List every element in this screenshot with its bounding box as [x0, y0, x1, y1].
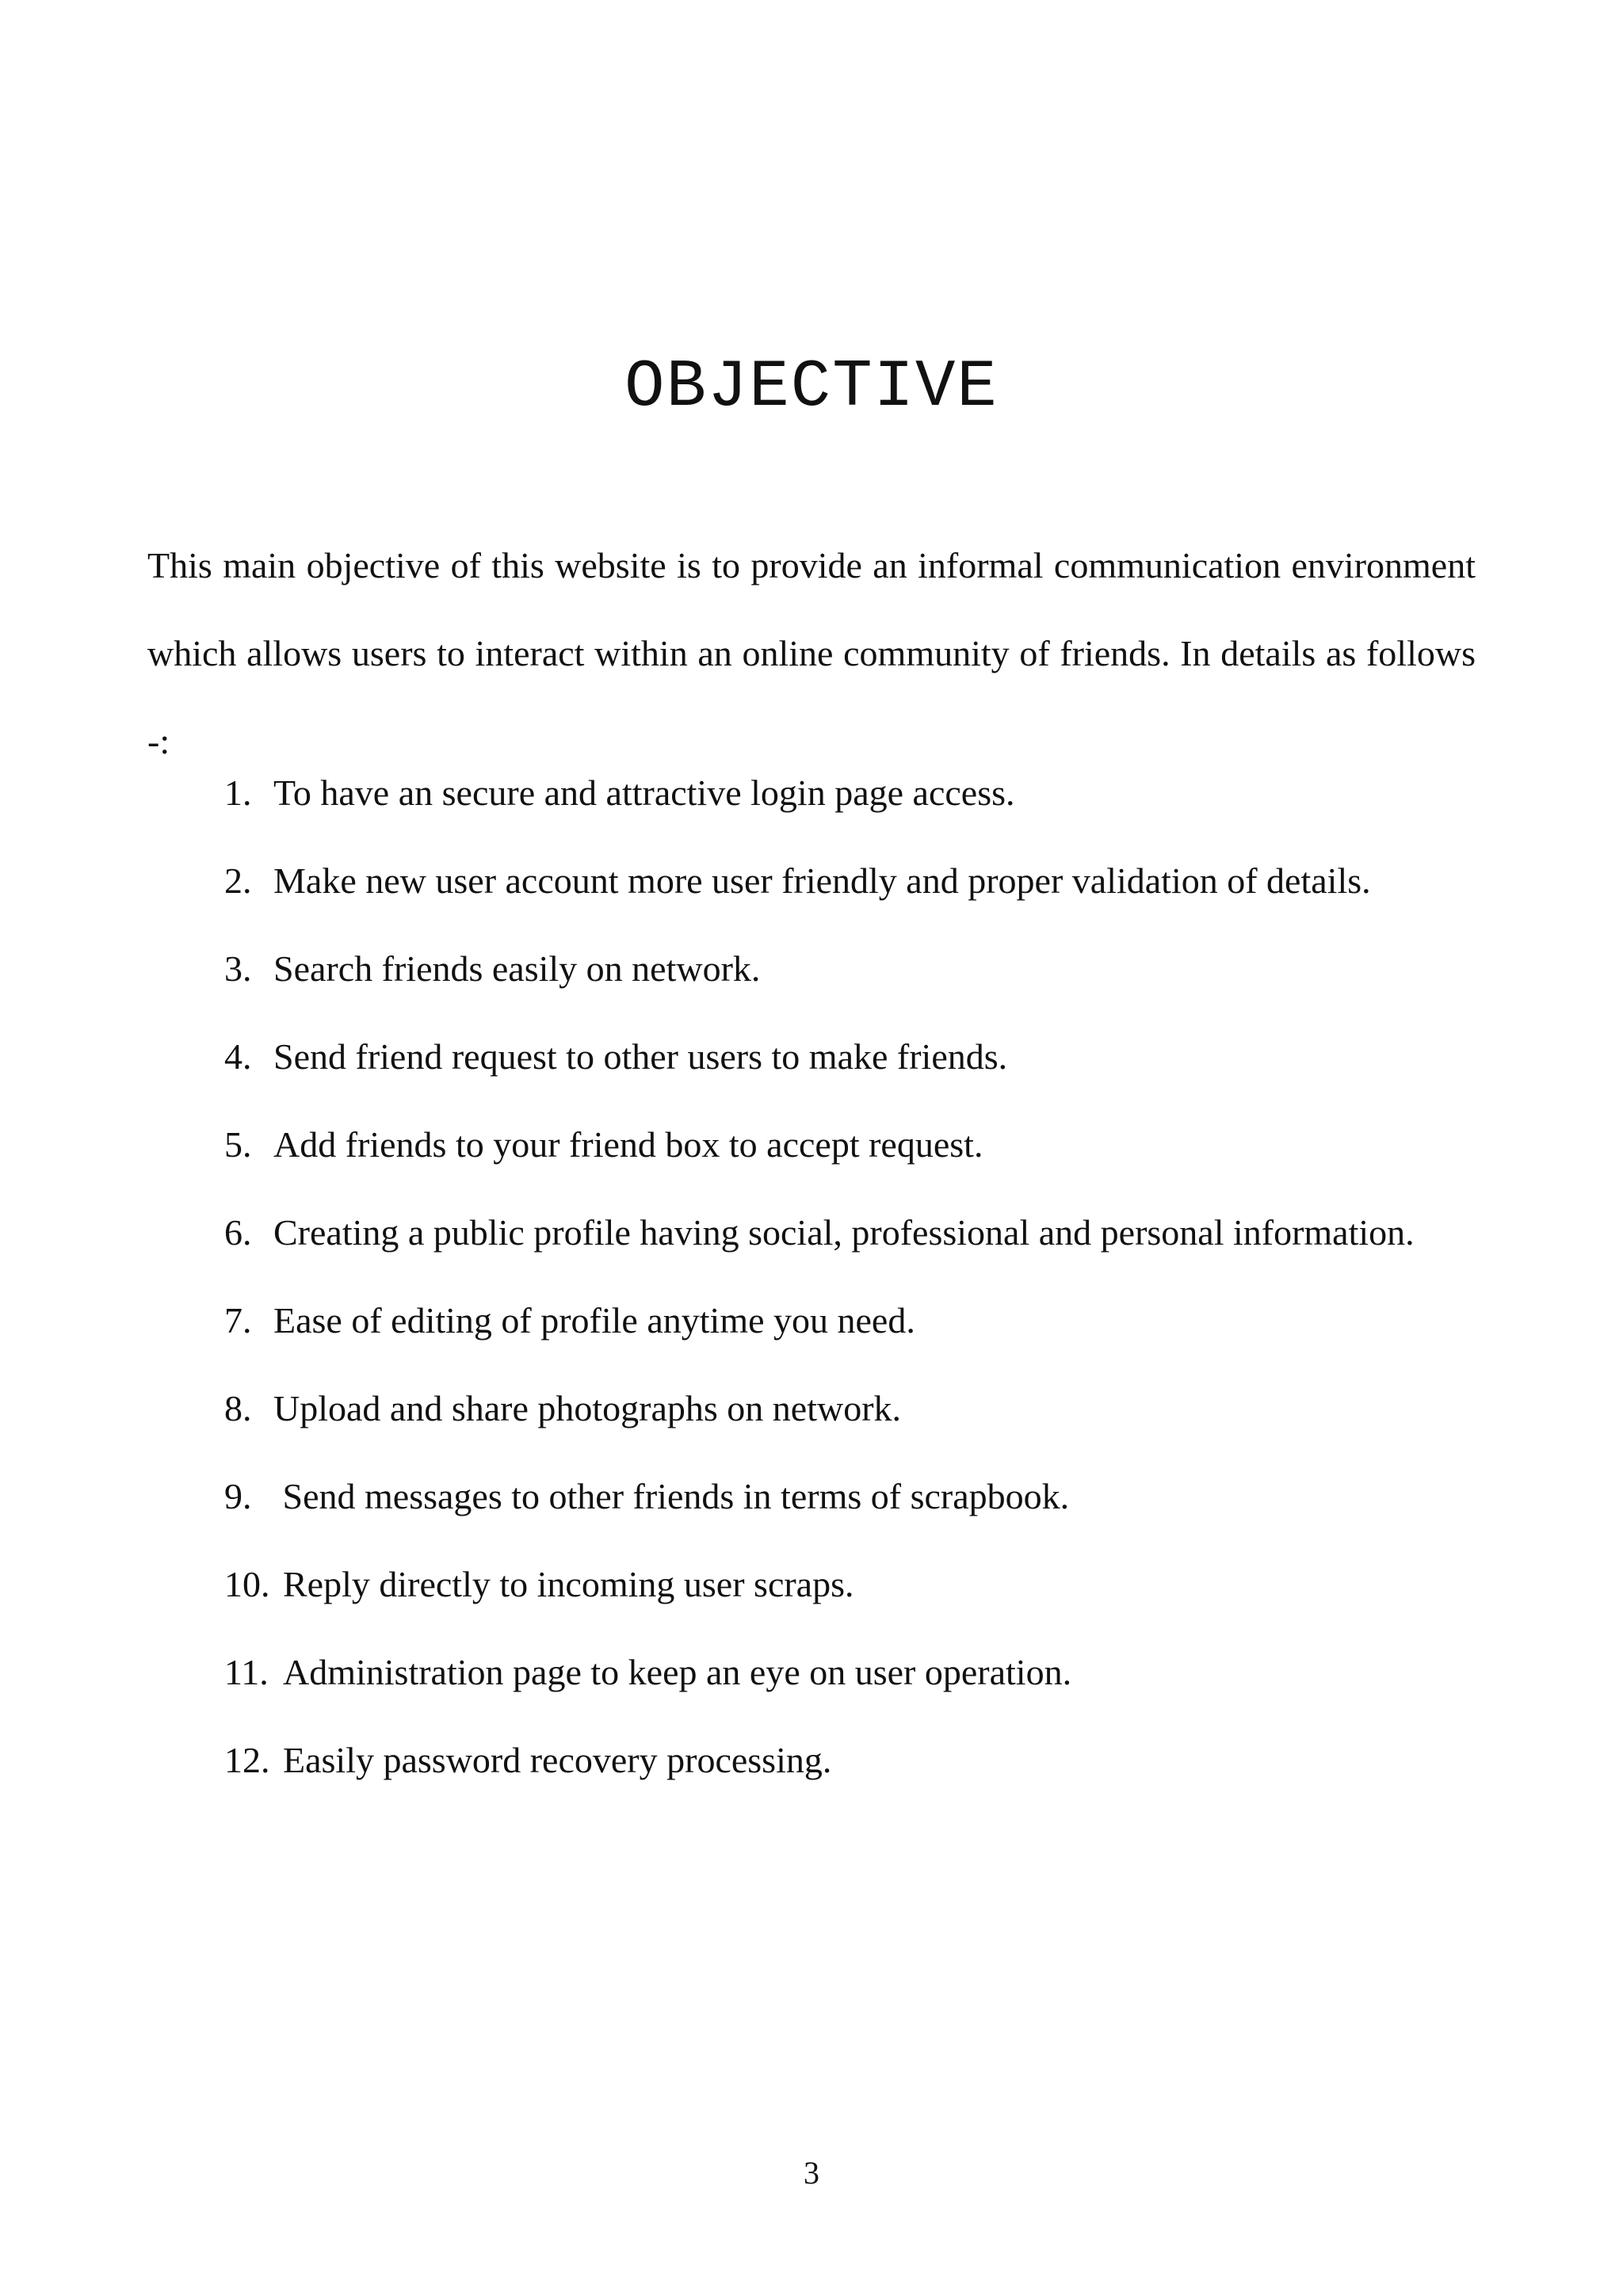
- list-item-number: 9.: [224, 1476, 252, 1516]
- list-item-number: 3.: [224, 948, 252, 989]
- list-item: [224, 1188, 1508, 1276]
- list-item-number: 11.: [224, 1652, 269, 1692]
- page-title: OBJECTIVE: [624, 350, 999, 425]
- list-item: [224, 1013, 1508, 1100]
- list-item-text: Search friends easily on network.: [273, 948, 761, 989]
- list-item-text: Creating a public profile having social, professional and personal information.: [273, 1212, 1415, 1253]
- page-number: 3: [804, 2155, 819, 2191]
- list-item-text: Make new user account more user friendly and proper validation of details.: [273, 860, 1371, 901]
- list-item: [224, 925, 1508, 1013]
- list-item-text: Reply directly to incoming user scraps.: [283, 1564, 854, 1604]
- list-item: [224, 749, 1508, 837]
- intro-paragraph: This main objective of this website is to provide an informal communication environment which allows users to interact within an online community of friends. In details as follows -:: [147, 545, 1476, 761]
- list-item-text: Add friends to your friend box to accept request.: [273, 1124, 983, 1165]
- list-item: [224, 1452, 1508, 1540]
- list-item-text: Administration page to keep an eye on user operation.: [283, 1652, 1072, 1692]
- list-item-number: 7.: [224, 1300, 252, 1341]
- list-item-number: 8.: [224, 1388, 252, 1428]
- list-item-number: 2.: [224, 860, 252, 901]
- list-item: [224, 1716, 1508, 1804]
- list-item: [224, 1100, 1508, 1188]
- objectives-list: [224, 749, 1508, 1804]
- list-item-number: 1.: [224, 772, 252, 813]
- list-item: [224, 1364, 1508, 1452]
- list-item-number: 6.: [224, 1212, 252, 1253]
- list-item-text: Send messages to other friends in terms of scrapbook.: [273, 1476, 1070, 1516]
- list-item-number: 12.: [224, 1740, 270, 1780]
- list-item-number: 4.: [224, 1036, 252, 1077]
- list-item: [224, 1540, 1508, 1628]
- list-item-number: 10.: [224, 1564, 270, 1604]
- list-item-text: Send friend request to other users to make friends.: [273, 1036, 1008, 1077]
- list-item-text: Upload and share photographs on network.: [273, 1388, 902, 1428]
- list-item-text: Ease of editing of profile anytime you need.: [273, 1300, 915, 1341]
- list-item: [224, 1628, 1508, 1716]
- list-item: [224, 837, 1508, 925]
- list-item-text: To have an secure and attractive login page access.: [273, 772, 1015, 813]
- list-item-number: 5.: [224, 1124, 252, 1165]
- list-item: [224, 1276, 1508, 1364]
- list-item-text: Easily password recovery processing.: [283, 1740, 832, 1780]
